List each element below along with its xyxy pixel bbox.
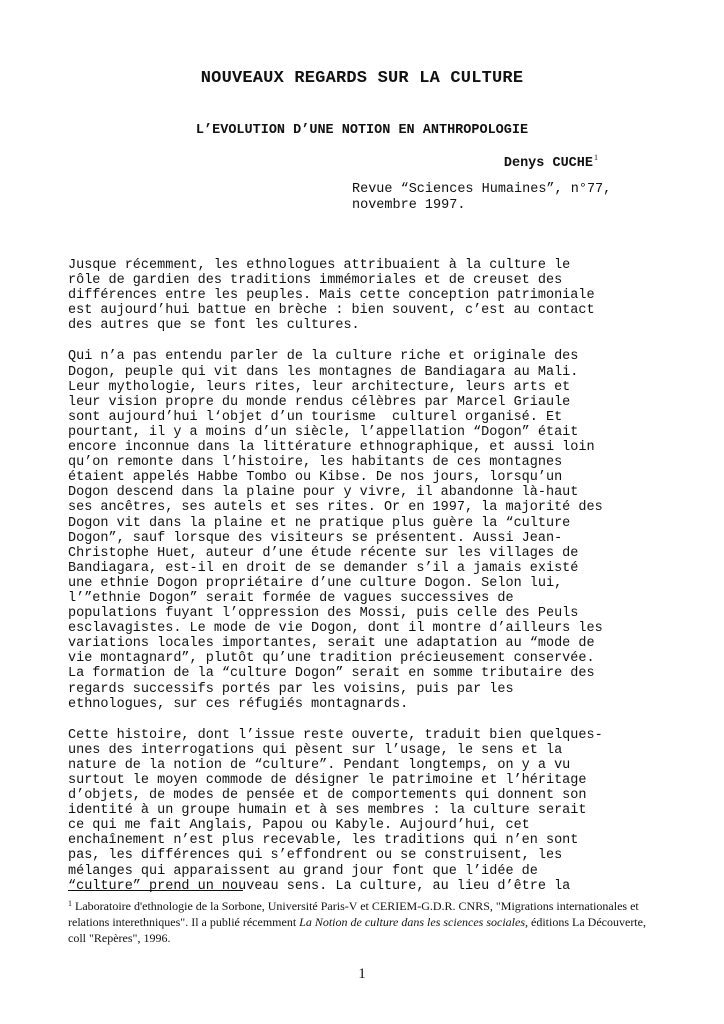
text-line: une ethnie Dogon propriétaire d’une culture Dogon. Selon lui, [68, 575, 563, 591]
text-line: des autres que se font les cultures. [68, 318, 360, 334]
text-line: ethnologues, sur ces réfugiés montagnards. [68, 696, 409, 712]
text-line: vie montagnard”, plutôt qu’une tradition précieusement conservée. [68, 651, 595, 667]
text-line: Bandiagara, est-il en droit de se demander s’il a jamais existé [68, 560, 579, 576]
text-line: leur vision propre du monde rendus célèbres par Marcel Griaule [68, 394, 571, 410]
text-line: nature de la notion de “culture”. Pendant longtemps, on y a vu [68, 757, 571, 773]
text-line: Cette histoire, dont l’issue reste ouverte, traduit bien quelques- [68, 727, 603, 743]
text-line: qu’on remonte dans l’histoire, les habitants de ces montagnes [68, 455, 563, 471]
document-title: NOUVEAUX REGARDS SUR LA CULTURE [200, 69, 524, 88]
reference-line: Revue “Sciences Humaines”, n°77, [352, 182, 612, 197]
reference-line: novembre 1997. [352, 198, 466, 213]
text-line: Dogon, peuple qui vit dans les montagnes de Bandiagara au Mali. [68, 364, 579, 380]
text-line: Jusque récemment, les ethnologues attribuaient à la culture le [68, 258, 571, 273]
paragraph [68, 349, 658, 711]
footnote-book-title: La Notion de culture dans les sciences sociales, [299, 915, 529, 929]
text-line: surtout le moyen commode de désigner le patrimoine et l’héritage [68, 773, 587, 788]
footnote-mark: 1 [68, 899, 72, 908]
document-subtitle: L’EVOLUTION D’UNE NOTION EN ANTHROPOLOGIE [195, 123, 529, 138]
text-line: Dogon”, sauf lorsque des visiteurs se présentent. Aussi Jean- [68, 530, 563, 546]
text-line: ses ancêtres, ses autels et ses rites. Or en 1997, la majorité des [68, 500, 603, 516]
text-line: regards successifs portés par les voisins, puis par les [68, 681, 514, 697]
footnote-separator [68, 890, 243, 891]
text-line: La formation de la “culture Dogon” serait en somme tributaire des [68, 666, 595, 682]
text-line: l’”ethnie Dogon” serait formée de vagues successives de [68, 590, 514, 606]
text-line: identité à un groupe humain et à ses membres : la culture serait [68, 803, 587, 819]
text-line: “culture” prend un nouveau sens. La culture, au lieu d’être la [68, 878, 571, 894]
footnote-text-end: éditions La Découverte, coll "Repères", 1996. [68, 915, 646, 945]
author-footnote-mark: 1 [594, 153, 598, 162]
text-line: populations fuyant l’oppression des Mossi, puis celle des Peuls [68, 606, 579, 622]
text-line: ce qui me fait Anglais, Papou ou Kabyle. Aujourd’hui, cet [68, 818, 530, 834]
text-line: Dogon vit dans la plaine et ne pratique plus guère la “culture [68, 515, 571, 531]
publication-reference [352, 182, 611, 214]
text-line: mélanges qui apparaissent au grand jour font que l’idée de [68, 863, 538, 879]
text-line: unes des interrogations qui pèsent sur l’usage, le sens et la [68, 742, 563, 758]
author-name: Denys CUCHE [503, 156, 593, 171]
paragraph [68, 258, 658, 333]
text-line: Christophe Huet, auteur d’une étude récente sur les villages de [68, 545, 579, 561]
text-line: variations locales importantes, serait une adaptation au “mode de [68, 636, 595, 652]
page-number: 1 [358, 966, 366, 982]
text-line: Leur mythologie, leurs rites, leur architecture, leurs arts et [68, 379, 571, 395]
text-line: différences entre les peuples. Mais cette conception patrimoniale [68, 288, 595, 304]
text-line: Qui n’a pas entendu parler de la culture riche et originale des [68, 349, 579, 365]
text-line: esclavagistes. Le mode de vie Dogon, dont il montre d’ailleurs les [68, 621, 603, 637]
text-line: est aujourd’hui battue en brèche : bien souvent, c’est au contact [68, 303, 595, 319]
text-line: d’objets, de modes de pensée et de comportements qui donnent son [68, 788, 587, 804]
text-line: pas, les différences qui s’effondrent ou se construisent, les [68, 848, 563, 864]
text-line: étaient appelés Habbe Tombo ou Kibse. De nos jours, lorsqu’un [68, 470, 563, 486]
text-line: enchaînement n’est plus recevable, les traditions qui n’en sont [68, 833, 579, 849]
footnote [68, 896, 658, 946]
text-line: Dogon descend dans la plaine pour y vivre, il abandonne là-haut [68, 485, 579, 501]
paragraph [68, 728, 658, 894]
text-line: rôle de gardien des traditions immémoriales et de creuset des [68, 273, 563, 289]
author-line [504, 153, 598, 171]
text-line: sont aujourd’hui l‘objet d’un tourisme culturel organisé. Et [68, 409, 563, 425]
text-line: pourtant, il y a moins d’un siècle, l’appellation “Dogon” était [68, 424, 579, 440]
footnote-text: Laboratoire d'ethnologie de la Sorbone, Université Paris-V et CERIEM-G.D.R. CNRS, "Migrations internationales et relations interethniques". Il a publié récemment [68, 899, 639, 929]
body-text [68, 258, 658, 910]
text-line: encore inconnue dans la littérature ethnographique, et aussi loin [68, 440, 595, 456]
